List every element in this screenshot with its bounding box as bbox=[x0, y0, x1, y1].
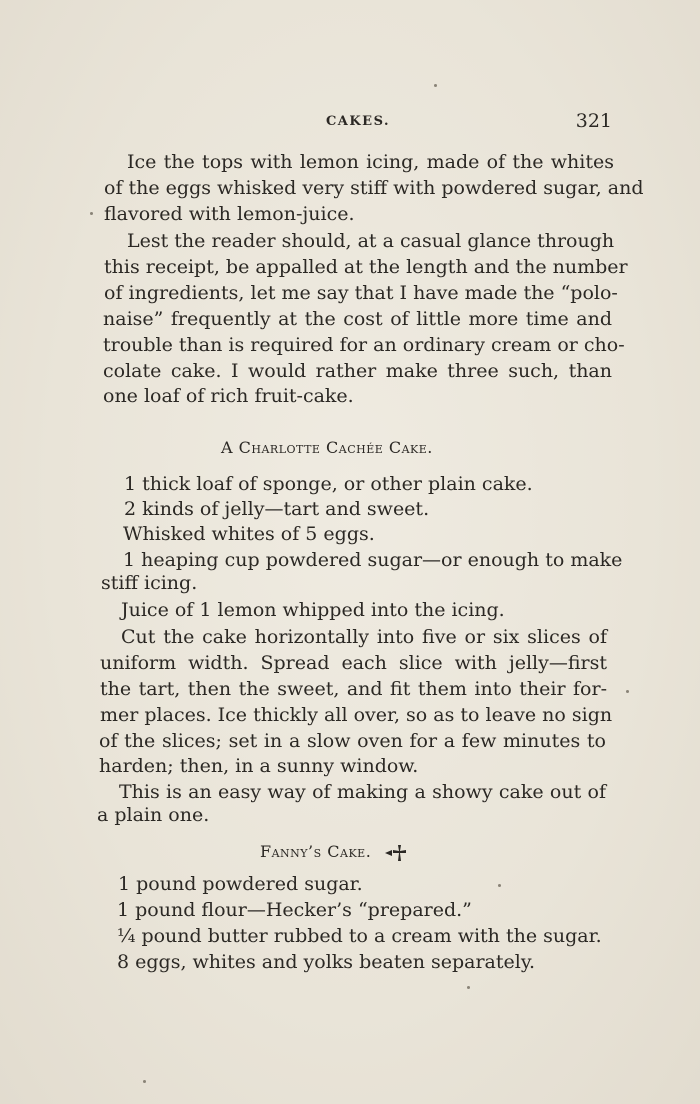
paragraph-2-line: trouble than is required for an ordinary cream or cho- bbox=[103, 334, 625, 356]
paper-speck bbox=[498, 884, 501, 887]
directions-line: mer places. Ice thickly all over, so as to leave no sign bbox=[100, 704, 613, 726]
paragraph-2-line: naise” frequently at the cost of little more time and bbox=[103, 308, 612, 330]
paper-speck bbox=[467, 986, 470, 989]
recipe-title: Fanny’s Cake. bbox=[260, 842, 372, 861]
running-head bbox=[104, 110, 612, 138]
directions-line: the tart, then the sweet, and fit them into their for- bbox=[100, 678, 607, 700]
running-title: CAKES. bbox=[325, 114, 391, 129]
paragraph-2-line: of ingredients, let me say that I have made the “polo- bbox=[104, 282, 618, 304]
ingredient-line: Juice of 1 lemon whipped into the icing. bbox=[121, 599, 505, 621]
ingredient-line: ¼ pound butter rubbed to a cream with the sugar. bbox=[117, 925, 602, 947]
ingredient-line: 1 thick loaf of sponge, or other plain cake. bbox=[124, 473, 533, 495]
paragraph-1-line: of the eggs whisked very stiff with powdered sugar, and bbox=[104, 177, 644, 199]
maltese-cross-pointing-hand-icon bbox=[385, 844, 407, 862]
ingredient-line: 1 pound powdered sugar. bbox=[118, 873, 363, 895]
paragraph-2-line: one loaf of rich fruit-cake. bbox=[103, 385, 354, 407]
ingredient-line: Whisked whites of 5 eggs. bbox=[123, 523, 375, 545]
note-line: a plain one. bbox=[97, 804, 210, 826]
recipe-title: A Charlotte Cachée Cake. bbox=[221, 438, 433, 457]
ingredient-line: 1 pound flour—Hecker’s “prepared.” bbox=[117, 899, 472, 921]
note-line: This is an easy way of making a showy cake out of bbox=[119, 781, 606, 803]
ingredient-line: stiff icing. bbox=[101, 572, 198, 594]
page-number: 321 bbox=[575, 110, 612, 132]
paragraph-2-line: colate cake. I would rather make three such, than bbox=[103, 360, 612, 382]
ingredient-line: 2 kinds of jelly—tart and sweet. bbox=[124, 498, 430, 520]
directions-line: harden; then, in a sunny window. bbox=[99, 755, 419, 777]
paper-speck bbox=[626, 690, 629, 693]
directions-line: of the slices; set in a slow oven for a few minutes to bbox=[99, 730, 606, 752]
paper-speck bbox=[90, 212, 93, 215]
paragraph-2-line: Lest the reader should, at a casual glance through bbox=[127, 230, 615, 252]
recipe-title-row bbox=[260, 842, 407, 862]
paper-speck bbox=[434, 84, 437, 87]
directions-line: uniform width. Spread each slice with jelly—first bbox=[100, 652, 607, 674]
paragraph-1-line: Ice the tops with lemon icing, made of the whites bbox=[127, 151, 614, 173]
ingredient-line: 8 eggs, whites and yolks beaten separately. bbox=[117, 951, 536, 973]
directions-line: Cut the cake horizontally into five or six slices of bbox=[121, 626, 607, 648]
paragraph-1-line: flavored with lemon-juice. bbox=[104, 203, 355, 225]
ingredient-line: 1 heaping cup powdered sugar—or enough to make bbox=[123, 549, 623, 571]
paper-speck bbox=[143, 1080, 146, 1083]
paragraph-2-line: this receipt, be appalled at the length and the number bbox=[104, 256, 628, 278]
